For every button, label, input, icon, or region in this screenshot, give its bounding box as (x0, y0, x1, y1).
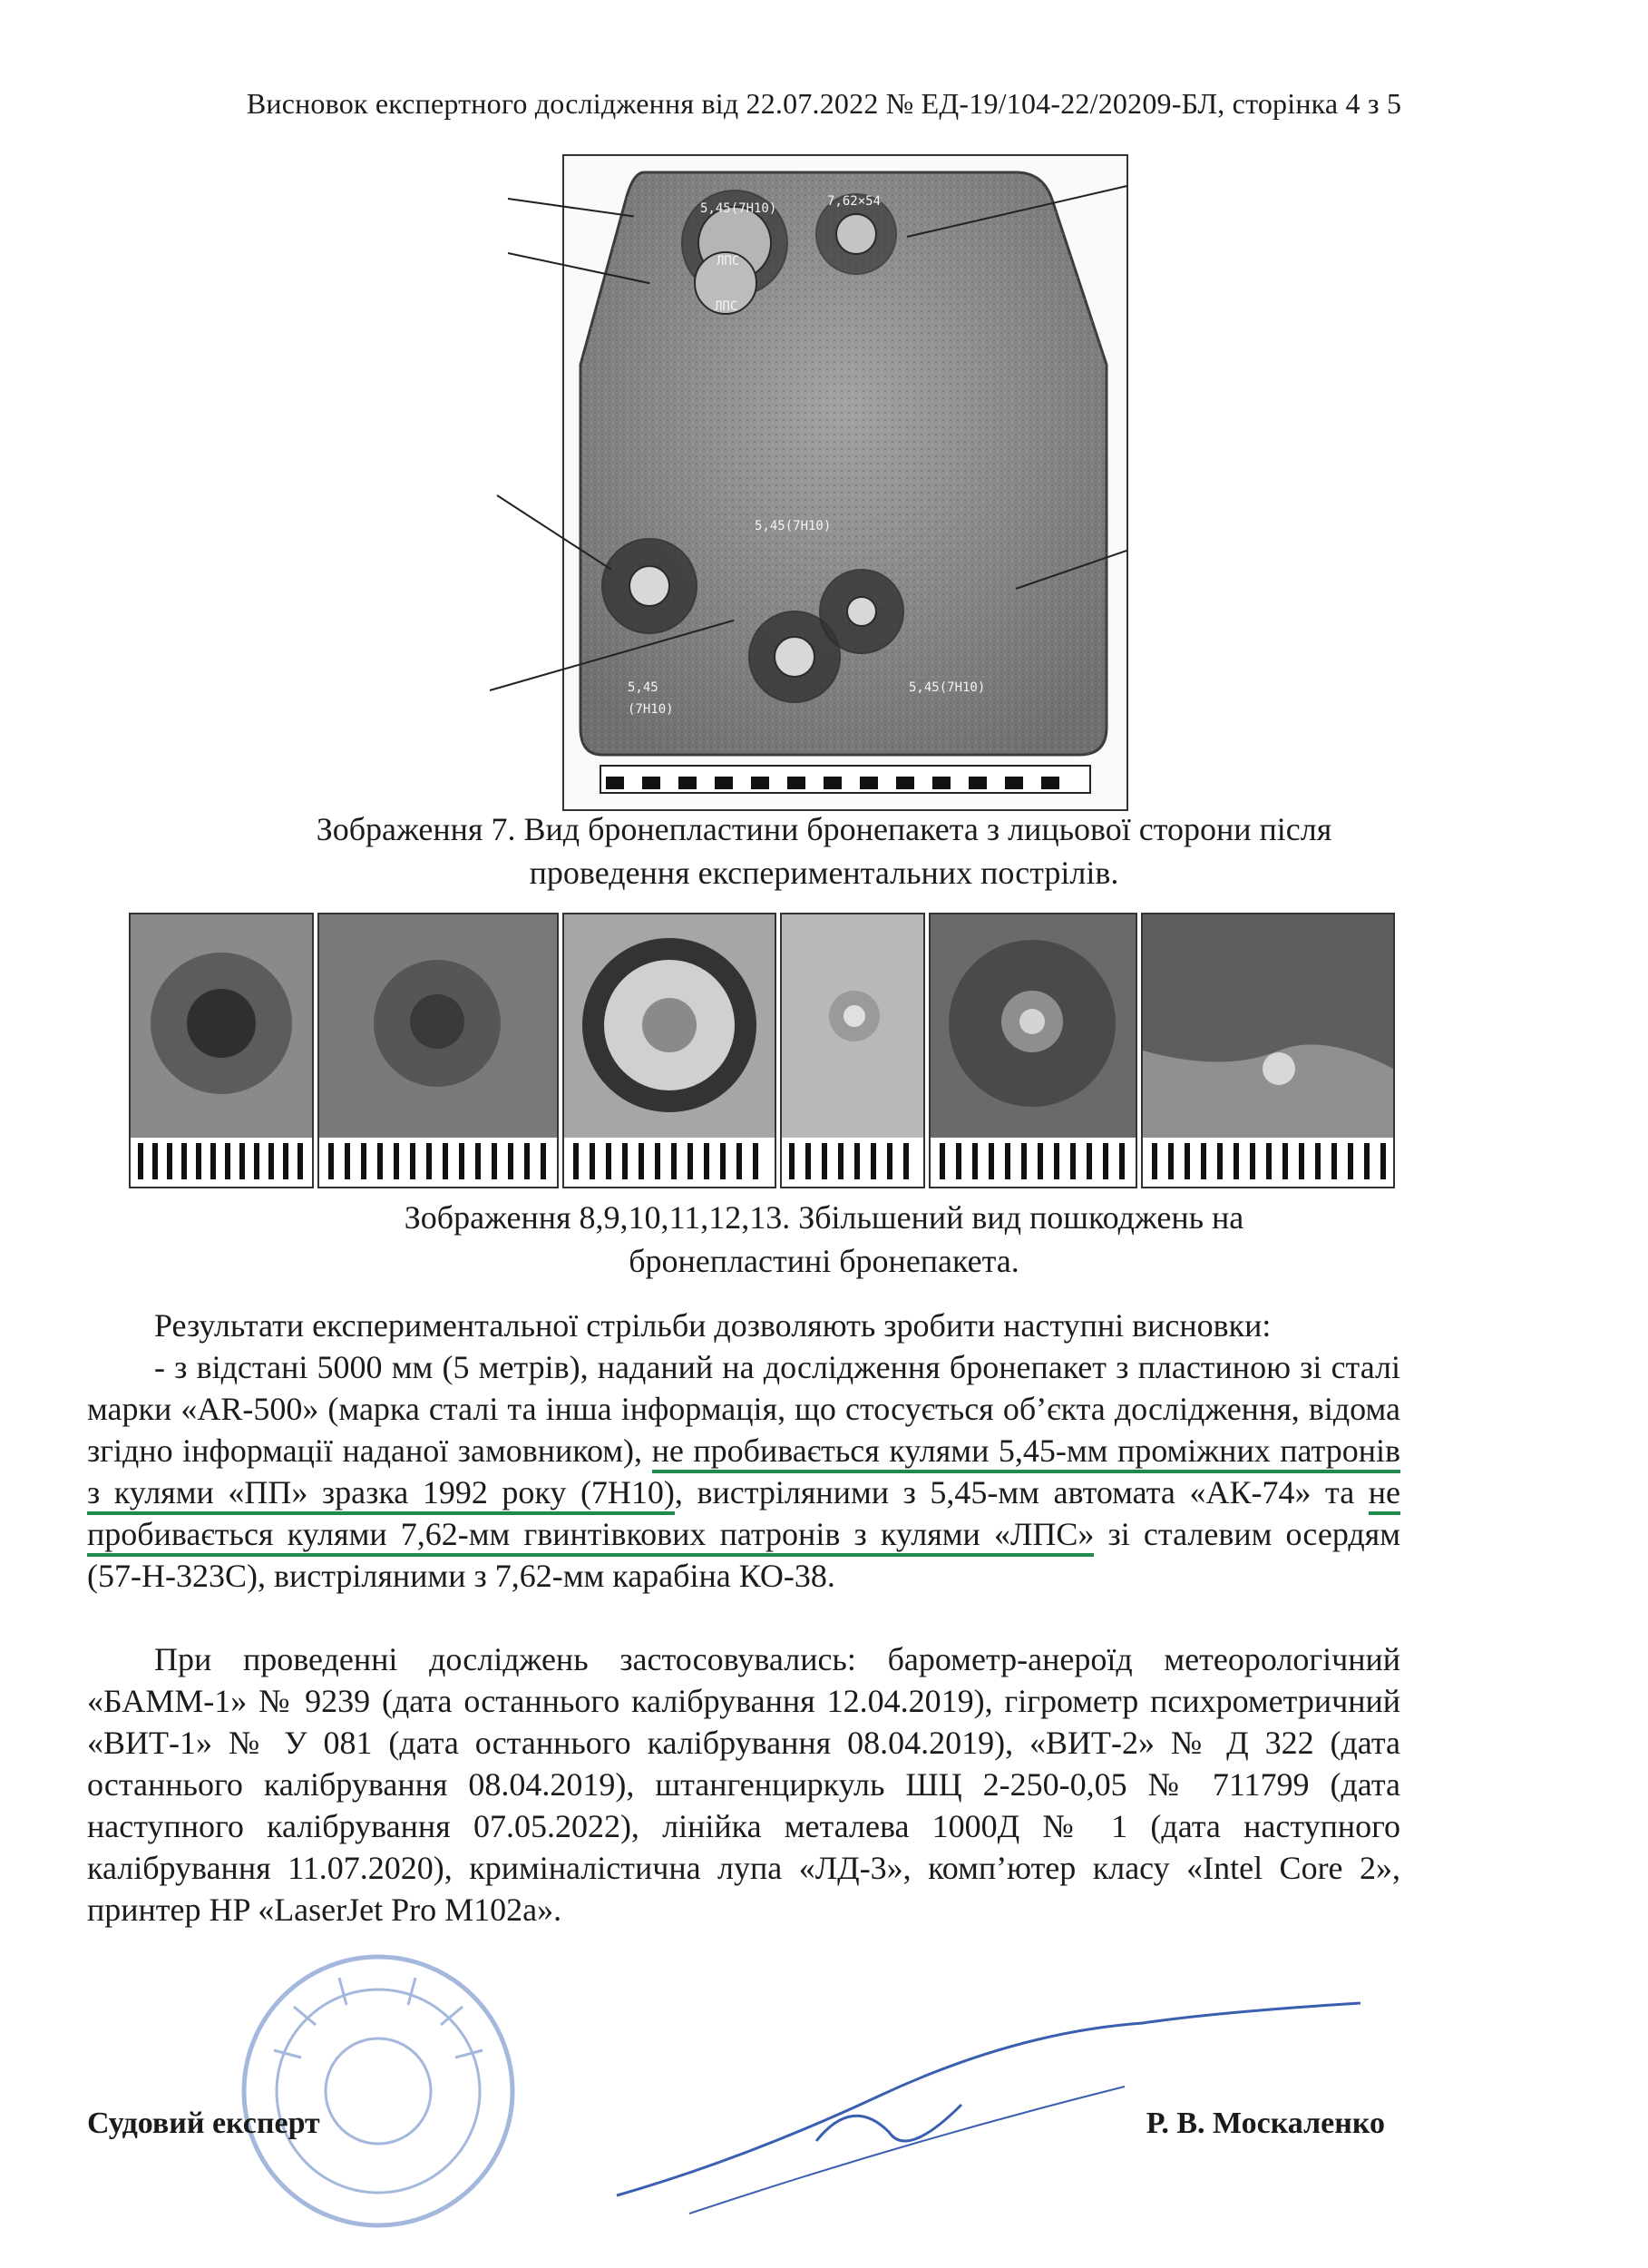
results-paragraph: Результати експериментальної стрільби дозволяють зробити наступні висновки: (154, 1307, 1272, 1344)
figures8-13-caption-line2: бронепластині бронепакета. (629, 1243, 1019, 1279)
handwritten-signature-icon (580, 1987, 1397, 2223)
closeup-photo-13 (1141, 913, 1395, 1188)
conclusion-text-2: , вистріляними з 5,45-мм автомата «АК-74» та (674, 1474, 1369, 1510)
highlight-not-penetrated-762: не пробивається кулями 7,62-мм гвинтівкових патронів з кулями «ЛПС» (87, 1474, 1400, 1557)
scale-ruler (600, 766, 1090, 793)
photo-label-8: 5,45(7Н10) (909, 680, 986, 695)
closeup-photo-11 (780, 913, 925, 1188)
figure7-caption (0, 807, 1648, 894)
equipment-paragraph: При проведенні досліджень застосовувались: барометр-анероїд метеорологічний «БАММ-1» № 9239 (дата останнього калібрування 12.04.2019), гігрометр психрометричний «ВИТ-1» № У 081 (дата останнього калібрування 08.04.2019), «ВИТ-2» № Д 322 (дата останнього калібрування 08.04.2019), штангенциркуль ШЦ 2-250-0,05 № 711799 (дата наступного калібрування 07.05.2022), лінійка металева 1000Д № 1 (дата наступного калібрування 11.07.2020), криміналістична лупа «ЛД-3», комп’ютер класу «Intel Core 2», принтер HP «LaserJet Pro M102a». (87, 1641, 1400, 1928)
figure7-caption-line1: Зображення 7. Вид бронепластини бронепакета з лицьової сторони після (316, 811, 1332, 847)
photo-label-7: (7Н10) (628, 702, 674, 717)
closeup-photo-10 (562, 913, 776, 1188)
photo-label-5: 5,45(7Н10) (755, 519, 832, 533)
closeup-photo-12 (929, 913, 1137, 1188)
damage-closeups (129, 913, 1391, 1185)
figure7-caption-line2: проведення експериментальних пострілів. (529, 855, 1119, 891)
closeup-photo-8 (129, 913, 314, 1188)
closeup-photo-9 (317, 913, 559, 1188)
photo-label-4: ЛПС (715, 299, 738, 314)
page-header: Висновок експертного дослідження від 22.07.2022 № ЕД-19/104-22/20209-БЛ, сторінка 4 з 5 (246, 87, 1402, 120)
conclusion-text-3: зі сталевим осердям (57-Н-323С), вистріляними з 7,62-мм карабіна КО-38. (87, 1516, 1400, 1594)
armor-plate-illustration (564, 156, 1126, 809)
photo-label-3: 7,62×54 (827, 194, 882, 209)
figures8-13-caption (0, 1196, 1648, 1283)
photo-label-6: 5,45 (628, 680, 658, 695)
conclusion-text-1: - з відстані 5000 мм (5 метрів), наданий на дослідження бронепакет з пластиною зі сталі марки «AR-500» (марка сталі та інша інформація, що стосується об’єкта дослідження, відома згідно інформації наданої замовником), (87, 1349, 1400, 1469)
armor-plate-photo (562, 154, 1128, 811)
body-text (87, 1305, 1400, 1931)
figures8-13-caption-line1: Зображення 8,9,10,11,12,13. Збільшений вид пошкоджень на (404, 1199, 1244, 1236)
paragraph-gap (87, 1597, 1400, 1638)
conclusion-paragraph (87, 1346, 1400, 1597)
expert-name: Р. В. Москаленко (1146, 2107, 1385, 2140)
official-seal-icon (238, 1950, 519, 2232)
highlight-not-penetrated-545: не пробивається кулями 5,45-мм проміжних патронів з кулями «ПП» зразка 1992 року (7Н10) (87, 1432, 1400, 1515)
photo-label-2: ЛПС (717, 254, 740, 269)
expert-title: Судовий експерт (87, 2107, 320, 2140)
photo-label-1: 5,45(7Н10) (700, 201, 777, 216)
